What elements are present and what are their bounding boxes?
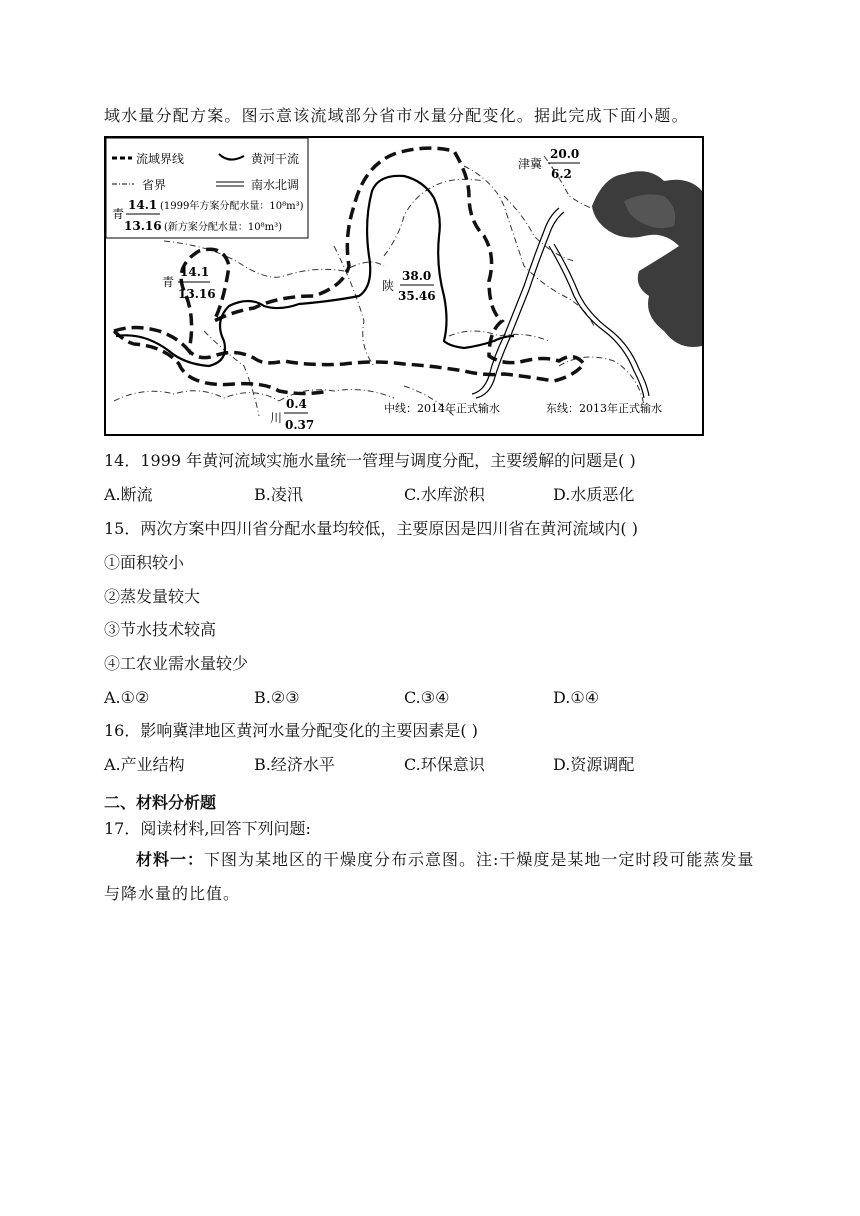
svg-text:陕: 陕 <box>382 279 395 293</box>
legend-example-name: 青 <box>112 207 125 221</box>
legend-diversion-label: 南水北调 <box>251 178 300 192</box>
material-text: 下图为某地区的干燥度分布示意图。注:干燥度是某地一定时段可能蒸发量与降水量的比值。 <box>104 850 755 903</box>
legend-example-top-note: (1999年方案分配水量：10⁸m³) <box>160 201 304 212</box>
svg-text:0.4: 0.4 <box>286 397 307 411</box>
svg-text:38.0: 38.0 <box>402 269 432 283</box>
q15-option-c[interactable]: C.③④ <box>404 688 450 707</box>
svg-text:0.37: 0.37 <box>285 418 315 432</box>
legend-basin-label: 流域界线 <box>136 152 185 166</box>
material-lead: 材料一： <box>136 850 205 869</box>
q15-item-4: ④工农业需水量较少 <box>104 654 249 673</box>
q14-option-b[interactable]: B.凌汛 <box>254 485 303 504</box>
question-14-stem: 14．1999 年黄河流域实施水量统一管理与调度分配，主要缓解的问题是( ) <box>104 451 636 470</box>
question-16-stem: 16．影响冀津地区黄河水量分配变化的主要因素是( ) <box>104 721 478 740</box>
yellow-river-water-allocation-map <box>104 136 704 436</box>
svg-text:13.16: 13.16 <box>178 287 216 301</box>
svg-text:14.1: 14.1 <box>180 265 210 279</box>
q14-option-c[interactable]: C.水库淤积 <box>404 485 485 504</box>
q15-option-d[interactable]: D.①④ <box>553 688 600 707</box>
q15-item-2: ②蒸发量较大 <box>104 587 201 606</box>
legend-example-bottom-note: (新方案分配水量：10⁸m³) <box>164 222 283 233</box>
svg-text:青: 青 <box>162 275 175 289</box>
intro-text: 域水量分配方案。图示意该流域部分省市水量分配变化。据此完成下面小题。 <box>104 106 689 125</box>
east-route-label: 东线：2013年正式输水 <box>546 402 662 415</box>
legend-example-top: 14.1 <box>128 198 158 212</box>
question-15-stem: 15．两次方案中四川省分配水量均较低，主要原因是四川省在黄河流域内( ) <box>104 519 638 538</box>
q16-option-d[interactable]: D.资源调配 <box>553 755 635 774</box>
q14-option-d[interactable]: D.水质恶化 <box>553 485 635 504</box>
middle-route-label: 中线：2014年正式输水 <box>384 402 500 415</box>
q15-option-b[interactable]: B.②③ <box>254 688 300 707</box>
material-one <box>104 843 759 911</box>
svg-text:川: 川 <box>270 411 283 425</box>
svg-text:20.0: 20.0 <box>550 147 580 161</box>
q15-option-a[interactable]: A.①② <box>104 688 150 707</box>
legend-river-label: 黄河干流 <box>251 152 300 166</box>
q15-item-3: ③节水技术较高 <box>104 620 217 639</box>
q16-option-a[interactable]: A.产业结构 <box>104 755 185 774</box>
question-17-stem: 17．阅读材料,回答下列问题: <box>104 819 311 838</box>
legend-border-label: 省界 <box>142 178 167 192</box>
q14-option-a[interactable]: A.断流 <box>104 485 153 504</box>
q16-option-b[interactable]: B.经济水平 <box>254 755 335 774</box>
svg-text:6.2: 6.2 <box>551 167 572 181</box>
q16-option-c[interactable]: C.环保意识 <box>404 755 485 774</box>
section-title: 二、材料分析题 <box>104 793 217 812</box>
svg-text:津冀: 津冀 <box>518 157 543 171</box>
svg-text:35.46: 35.46 <box>398 289 436 303</box>
q15-item-1: ①面积较小 <box>104 553 185 572</box>
legend-example-bottom: 13.16 <box>124 219 162 233</box>
